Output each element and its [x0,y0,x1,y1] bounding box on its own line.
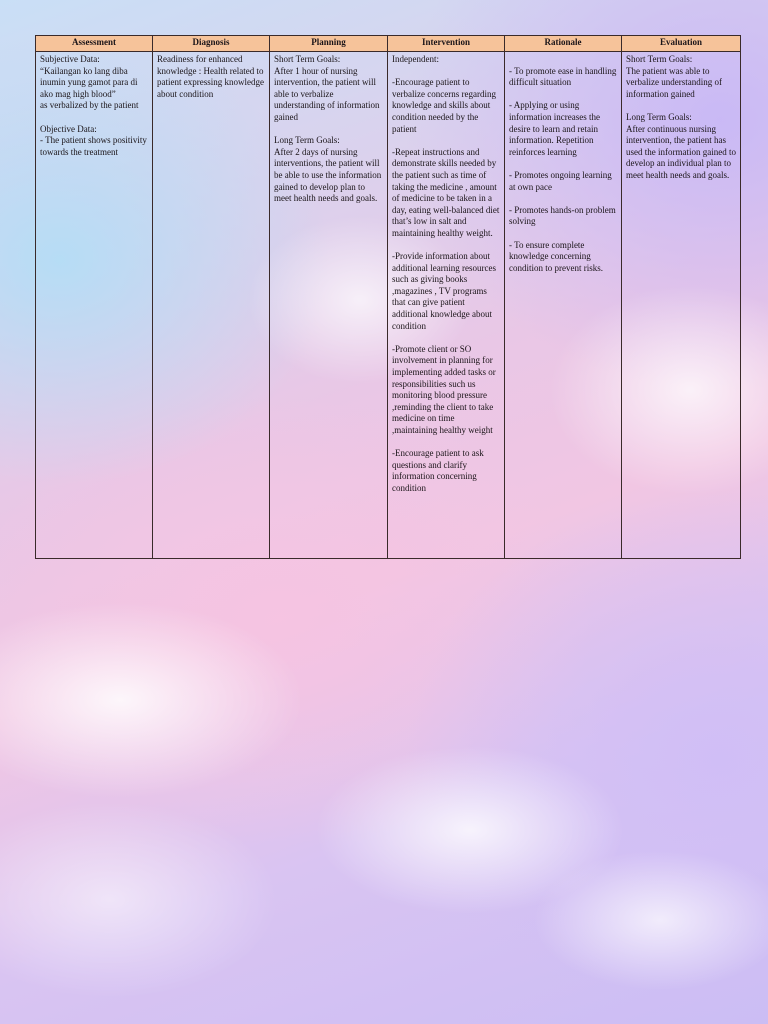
intervention-item: -Provide information about additional learning resources such as giving books ,magazines , TV programs that can give patient additional knowledge about condition [392,251,496,331]
planning-long-term-goals: Long Term Goals: After 2 days of nursing interventions, the patient will be able to use the information gained to develop plan to meet health needs and goals. [274,135,382,204]
intervention-item: -Encourage patient to ask questions and clarify information concerning condition [392,448,484,493]
header-rationale: Rationale [505,36,622,52]
intervention-heading: Independent: [392,54,439,64]
intervention-item: -Repeat instructions and demonstrate skills needed by the patient such as time of taking the medicine , amount of medicine to be taken in a day, eating well-balanced diet that’s low in salt and maintaining healthy weight. [392,146,500,238]
diagnosis-cell [153,52,270,559]
evaluation-long-term-goals: Long Term Goals: After continuous nursing intervention, the patient has used the information gained to develop an individual plan to meet health needs and goals. [626,111,736,180]
objective-data: Objective Data: - The patient shows positivity towards the treatment [40,123,147,157]
subjective-data: Subjective Data: “Kailangan ko lang diba inumin yung gamot para di ako mag high blood” as verbalized by the patient [40,54,139,111]
care-plan-table-wrapper [35,35,740,559]
nursing-diagnosis: Readiness for enhanced knowledge : Health related to patient expressing knowledge about condition [157,54,264,99]
assessment-cell [36,52,153,559]
header-row [36,36,741,52]
intervention-cell [388,52,505,559]
header-diagnosis: Diagnosis [153,36,270,52]
intervention-item: -Encourage patient to verbalize concerns regarding knowledge and skills about condition needed by the patient [392,77,496,134]
intervention-item: -Promote client or SO involvement in planning for implementing added tasks or responsibilities such us monitoring blood pressure ,reminding the client to take medicine on time ,maintaining healthy weight [392,343,496,435]
header-evaluation: Evaluation [622,36,741,52]
rationale-item: - To ensure complete knowledge concerning condition to prevent risks. [509,239,603,273]
rationale-item: - Applying or using information increases the desire to learn and retain information. Repetition reinforces learning [509,100,600,157]
header-assessment: Assessment [36,36,153,52]
table-row [36,52,741,559]
evaluation-cell [622,52,741,559]
rationale-item: - Promotes hands-on problem solving [509,204,616,227]
rationale-item: - To promote ease in handling difficult situation [509,65,617,88]
rationale-cell [505,52,622,559]
evaluation-short-term-goals: Short Term Goals: The patient was able to verbalize understanding of information gained [626,54,722,99]
nursing-care-plan-table [35,35,741,559]
header-intervention: Intervention [388,36,505,52]
planning-short-term-goals: Short Term Goals: After 1 hour of nursing intervention, the patient will able to verbalize understanding of information gained [274,54,380,122]
rationale-item: - Promotes ongoing learning at own pace [509,169,612,192]
header-planning: Planning [270,36,388,52]
planning-cell [270,52,388,559]
